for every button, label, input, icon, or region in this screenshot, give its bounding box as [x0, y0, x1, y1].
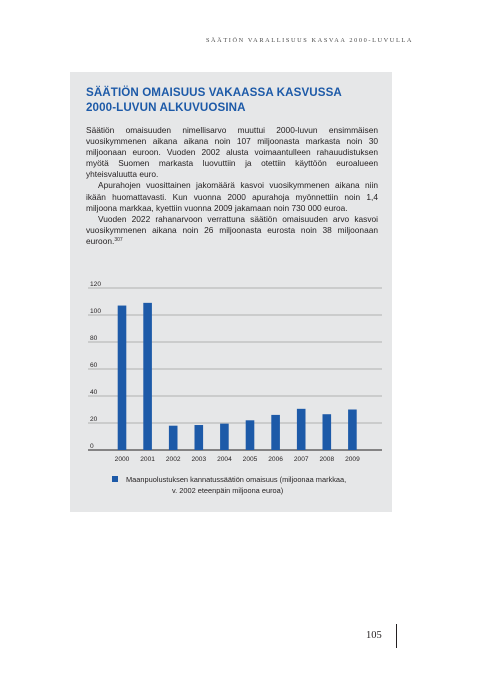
y-tick-label: 20 — [90, 416, 98, 423]
bar-2000 — [118, 306, 127, 450]
bar-2005 — [246, 420, 255, 450]
y-tick-label: 0 — [90, 443, 94, 450]
bar-2001 — [143, 303, 152, 450]
bar-2002 — [169, 426, 178, 450]
bar-2003 — [195, 425, 204, 450]
running-head: SÄÄTIÖN VARALLISUUS KASVAA 2000-LUVULLA — [205, 37, 413, 44]
x-tick-label: 2009 — [345, 456, 360, 463]
x-tick-label: 2006 — [268, 456, 283, 463]
paragraph-1: Säätiön omaisuuden nimellisarvo muuttui 2000-luvun ensimmäisen vuosikymmenen aikana aikana noin 107 miljoonasta markasta noin 30 miljoonaan euroon. Vuoden 2002 alusta voimaantulleen rahauudistuksen myötä Suomen markasta luovuttiin ja otettiin käyttöön euroalueen yhteisvaluutta euro. — [86, 125, 378, 180]
page-number-rule — [396, 624, 397, 648]
paragraph-2: Apurahojen vuosittainen jakomäärä kasvoi vuosikymmenen aikana niin ikään huomattavasti. Kun vuonna 2000 apurahoja myönnettiin noin 1,4 miljoona markkaa, kyettiin vuonna 2009 jakamaan noin 730 000 euroa. — [86, 180, 378, 213]
x-tick-label: 2000 — [114, 456, 130, 463]
box-title-line2: 2000-LUVUN ALKUVUOSINA — [86, 100, 246, 114]
x-tick-label: 2005 — [242, 456, 258, 463]
bar-2009 — [348, 410, 357, 451]
box-title-line1: SÄÄTIÖN OMAISUUS VAKAASSA KASVUSSA — [86, 86, 342, 99]
footnote-marker: 307 — [114, 236, 123, 243]
x-tick-label: 2004 — [217, 456, 232, 463]
y-tick-label: 40 — [90, 389, 98, 396]
bar-2007 — [297, 409, 306, 450]
x-tick-label: 2001 — [140, 456, 155, 463]
y-tick-label: 100 — [90, 308, 102, 315]
x-tick-label: 2003 — [191, 456, 207, 463]
page-number: 105 — [366, 630, 382, 641]
bar-chart — [70, 72, 392, 472]
bar-2004 — [220, 424, 229, 450]
y-tick-label: 60 — [90, 362, 98, 369]
x-tick-label: 2002 — [165, 456, 181, 463]
bar-2006 — [271, 415, 280, 450]
x-tick-label: 2008 — [319, 456, 335, 463]
legend-label-line2: v. 2002 eteenpäin miljoona euroa) — [172, 486, 284, 495]
y-tick-label: 120 — [90, 281, 102, 288]
info-box — [70, 72, 392, 512]
x-tick-label: 2007 — [293, 456, 309, 463]
paragraph-3-text: Vuoden 2022 rahanarvoon verrattuna säätiön omaisuuden arvo kasvoi vuosikymmenen aikana noin 26 miljoonasta eurosta noin 38 miljoonaan euroon. — [86, 213, 378, 246]
bar-2008 — [323, 414, 332, 450]
y-tick-label: 80 — [90, 335, 98, 342]
legend-label-line1: Maanpuolustuksen kannatussäätiön omaisuus (miljoonaa markkaa, — [126, 475, 347, 484]
legend-swatch — [112, 476, 118, 482]
legend-label — [126, 474, 376, 496]
